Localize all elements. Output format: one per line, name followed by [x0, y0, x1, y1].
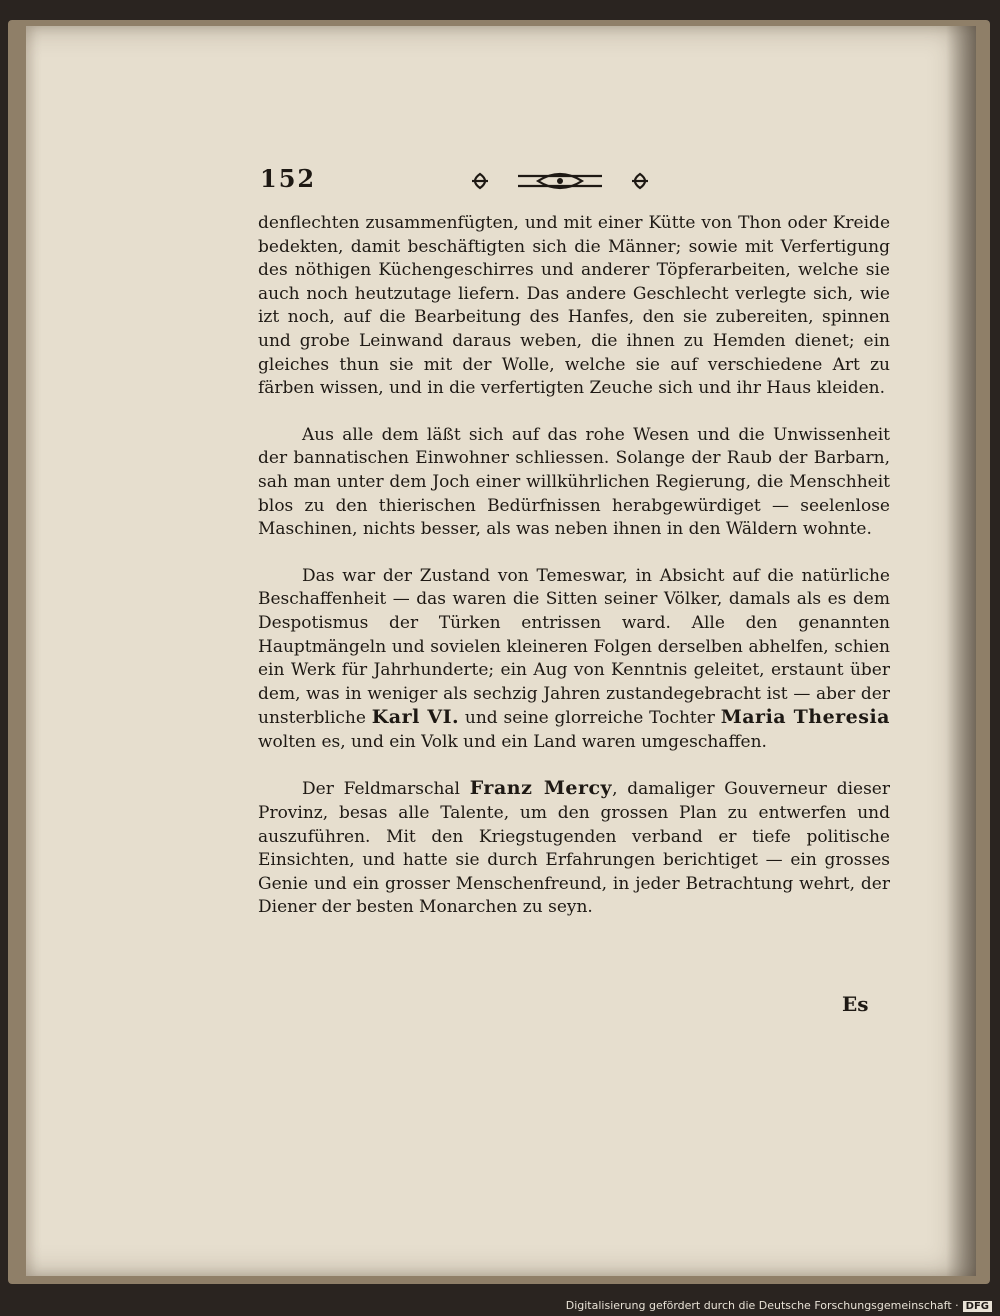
- dfg-logo: DFG: [963, 1301, 992, 1312]
- paragraph: [258, 424, 890, 542]
- body-text: [258, 212, 890, 943]
- person-name: Franz Mercy: [469, 777, 613, 800]
- person-name: Maria Theresia: [720, 706, 890, 729]
- text-run: wolten es, und ein Volk und ein Land waren umgeschaffen.: [258, 731, 767, 752]
- running-header: [260, 160, 700, 200]
- person-name: Karl VI.: [371, 706, 460, 729]
- paragraph: [258, 565, 890, 755]
- spine-shadow: [946, 26, 976, 1276]
- text-run: Der Feldmarschal: [302, 779, 470, 800]
- footer-text: Digitalisierung gefördert durch die Deutsche Forschungsgemeinschaft ·: [565, 1299, 959, 1312]
- paragraph: [258, 212, 890, 401]
- text-run: und seine glorreiche Tochter: [459, 708, 721, 729]
- paragraph: [258, 777, 890, 920]
- catchword: Es: [842, 992, 869, 1016]
- text-run: Aus alle dem läßt sich auf das rohe Wesen und die Unwissenheit der bannatischen Einwohner schliessen. Solange der Raub der Barbarn, sah man unter dem Joch einer willkührlichen Regierung, die Menschheit blos zu den thierischen Bedürfnissen herabgewürdiget — seelenlose Maschinen, nichts besser, als was neben ihnen in den Wäldern wohnte.: [258, 424, 890, 540]
- page-number: 152: [260, 164, 317, 193]
- text-run: , damaliger Gouverneur dieser Provinz, besas alle Talente, um den grossen Plan zu entwerfen und auszuführen. Mit den Kriegstugenden verband er tiefe politische Einsichten, und hatte sie durch Erfahrungen berichtiget — ein grosses Genie und ein grosser Menschenfreund, in jeder Betrachtung wehrt, der Diener der besten Monarchen zu seyn.: [258, 779, 890, 918]
- digitization-footer: [566, 1299, 992, 1312]
- printers-ornament-icon: [460, 168, 660, 194]
- text-run: Das war der Zustand von Temeswar, in Absicht auf die natürliche Beschaffenheit — das waren die Sitten seiner Völker, damals als es dem Despotismus der Türken entrissen ward. Alle den genannten Hauptmängeln und sovielen kleineren Folgen derselben abhelfen, schien ein Werk für Jahrhunderte; ein Aug von Kenntnis geleitet, erstaunt über dem, was in weniger als sechzig Jahren zustandegebracht ist — aber der unsterbliche: [258, 565, 890, 729]
- text-run: denflechten zusammenfügten, und mit einer Kütte von Thon oder Kreide bedekten, damit beschäftigten sich die Männer; sowie mit Verfertigung des nöthigen Küchengeschirres und anderer Töpferarbeiten, welche sie auch noch heutzutage liefern. Das andere Geschlecht verlegte sich, wie izt noch, auf die Bearbeitung des Hanfes, den sie zubereiten, spinnen und grobe Leinwand daraus weben, die ihnen zu Hemden dienet; ein gleiches thun sie mit der Wolle, welche sie auf verschiedene Art zu färben wissen, und in die verfertigten Zeuche sich und ihr Haus kleiden.: [258, 213, 890, 399]
